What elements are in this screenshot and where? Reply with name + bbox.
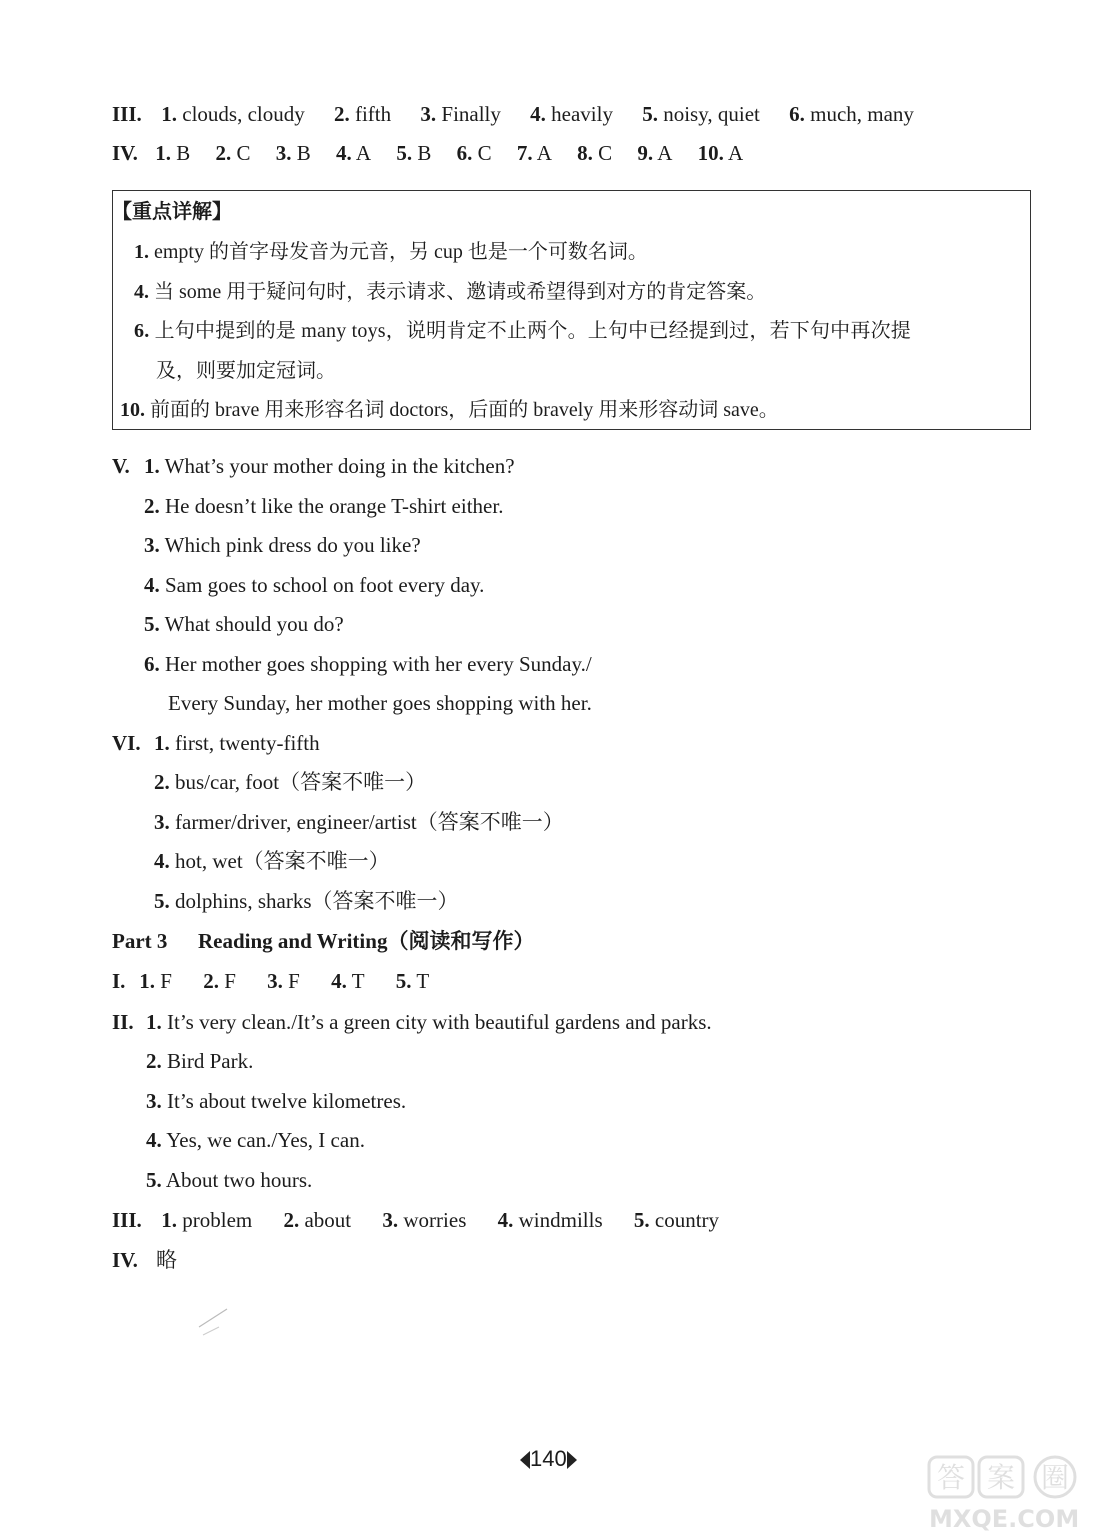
triangle-right-icon [567, 1451, 577, 1469]
answer-item: 4. hot, wet（答案不唯一） [154, 849, 390, 873]
answer-item: 2. C [215, 141, 251, 165]
part3-section-2: II. 1. It’s very clean./It’s a green city with beautiful gardens and parks. [112, 1010, 712, 1034]
section-4 [112, 143, 763, 164]
answer-item: 5. What should you do? [144, 612, 344, 636]
section-label: IV. [112, 141, 138, 165]
answer-item: 3. farmer/driver, engineer/artist（答案不唯一） [154, 810, 564, 834]
pencil-mark-decoration [195, 1305, 265, 1345]
answer-item: 1. clouds, cloudy [161, 102, 305, 126]
answer-item: 4. heavily [530, 102, 613, 126]
part-heading [112, 931, 534, 952]
answer-item: 3. Which pink dress do you like? [144, 533, 421, 557]
key-explanation-title: 【重点详解】 [112, 201, 232, 223]
answer-item: 9. A [637, 141, 673, 165]
answer-item: 1. F [139, 969, 172, 993]
svg-text:圈: 圈 [1040, 1461, 1070, 1494]
answer-item: 2. Bird Park. [146, 1049, 254, 1073]
section-label: III. [112, 1208, 142, 1232]
answer-item: 2. He doesn’t like the orange T-shirt either. [144, 494, 504, 518]
answer-item: 2. bus/car, foot（答案不唯一） [154, 770, 427, 794]
section-5: V. 1. What’s your mother doing in the kitchen? [112, 454, 515, 478]
svg-text:答: 答 [936, 1461, 966, 1494]
answer-item: 4. Sam goes to school on foot every day. [144, 573, 485, 597]
answer-item: 7. A [516, 141, 552, 165]
section-label: II. [112, 1010, 134, 1034]
answer-item: 4. A [336, 141, 372, 165]
answer-item: 3. B [275, 141, 311, 165]
part3-section-4 [112, 1250, 177, 1271]
answer-item: 1. B [155, 141, 191, 165]
key-note: 10. 前面的 brave 用来形容名词 doctors，后面的 bravely 用来形容动词 save。 [120, 399, 779, 421]
answer-item: 6. Her mother goes shopping with her every Sunday./ [144, 652, 592, 676]
answer-item: 4. T [331, 969, 365, 993]
section-label: I. [112, 969, 126, 993]
part3-section-1 [112, 971, 455, 992]
answer-item: 8. C [577, 141, 613, 165]
part-title: Reading and Writing（阅读和写作） [198, 929, 535, 953]
answer-item: 2. about [283, 1208, 352, 1232]
answer-item: 1. problem [161, 1208, 253, 1232]
section-label: VI. [112, 731, 141, 755]
watermark-text: MXQE.COM [929, 1505, 1080, 1533]
answer-item: 3. F [267, 969, 300, 993]
section-6: VI. 1. first, twenty-fifth [112, 731, 320, 755]
answer-item: 5. T [395, 969, 430, 993]
answer-item: 5. About two hours. [146, 1168, 313, 1192]
key-note: 6. 上句中提到的是 many toys，说明肯定不止两个。上句中已经提到过，若下句中再次提 [134, 320, 911, 342]
answer-continuation: Every Sunday, her mother goes shopping with her. [168, 691, 592, 715]
key-explanation-box [112, 190, 1031, 430]
answer-item: 3. worries [382, 1208, 467, 1232]
triangle-left-icon [520, 1451, 530, 1469]
answer-item: 4. windmills [497, 1208, 603, 1232]
answer-text: 略 [156, 1248, 177, 1272]
part-label: Part 3 [112, 929, 168, 953]
answer-item: 6. much, many [789, 102, 914, 126]
section-label: V. [112, 454, 130, 478]
answer-item: 5. noisy, quiet [642, 102, 760, 126]
answer-item: 6. C [456, 141, 492, 165]
answer-item: 5. country [633, 1208, 720, 1232]
answer-item: 2. fifth [333, 102, 392, 126]
svg-text:案: 案 [986, 1461, 1016, 1494]
answer-item: 3. It’s about twelve kilometres. [146, 1089, 407, 1113]
answer-item: 5. dolphins, sharks（答案不唯一） [154, 889, 459, 913]
part3-section-3 [112, 1210, 745, 1231]
key-note: 1. empty 的首字母发音为元音，另 cup 也是一个可数名词。 [134, 241, 648, 263]
section-3 [112, 104, 938, 125]
key-note: 4. 当 some 用于疑问句时，表示请求、邀请或希望得到对方的肯定答案。 [134, 281, 767, 303]
answer-item: 5. B [396, 141, 432, 165]
section-label: IV. [112, 1248, 138, 1272]
key-note-continuation: 及，则要加定冠词。 [156, 360, 336, 382]
answer-item: 10. A [697, 141, 744, 165]
answer-item: 4. Yes, we can./Yes, I can. [146, 1128, 365, 1152]
answer-item: 3. Finally [420, 102, 501, 126]
page-number: 140 [520, 1446, 577, 1472]
answer-item: 2. F [203, 969, 236, 993]
section-label: III. [112, 102, 142, 126]
watermark-logo [925, 1455, 1105, 1533]
